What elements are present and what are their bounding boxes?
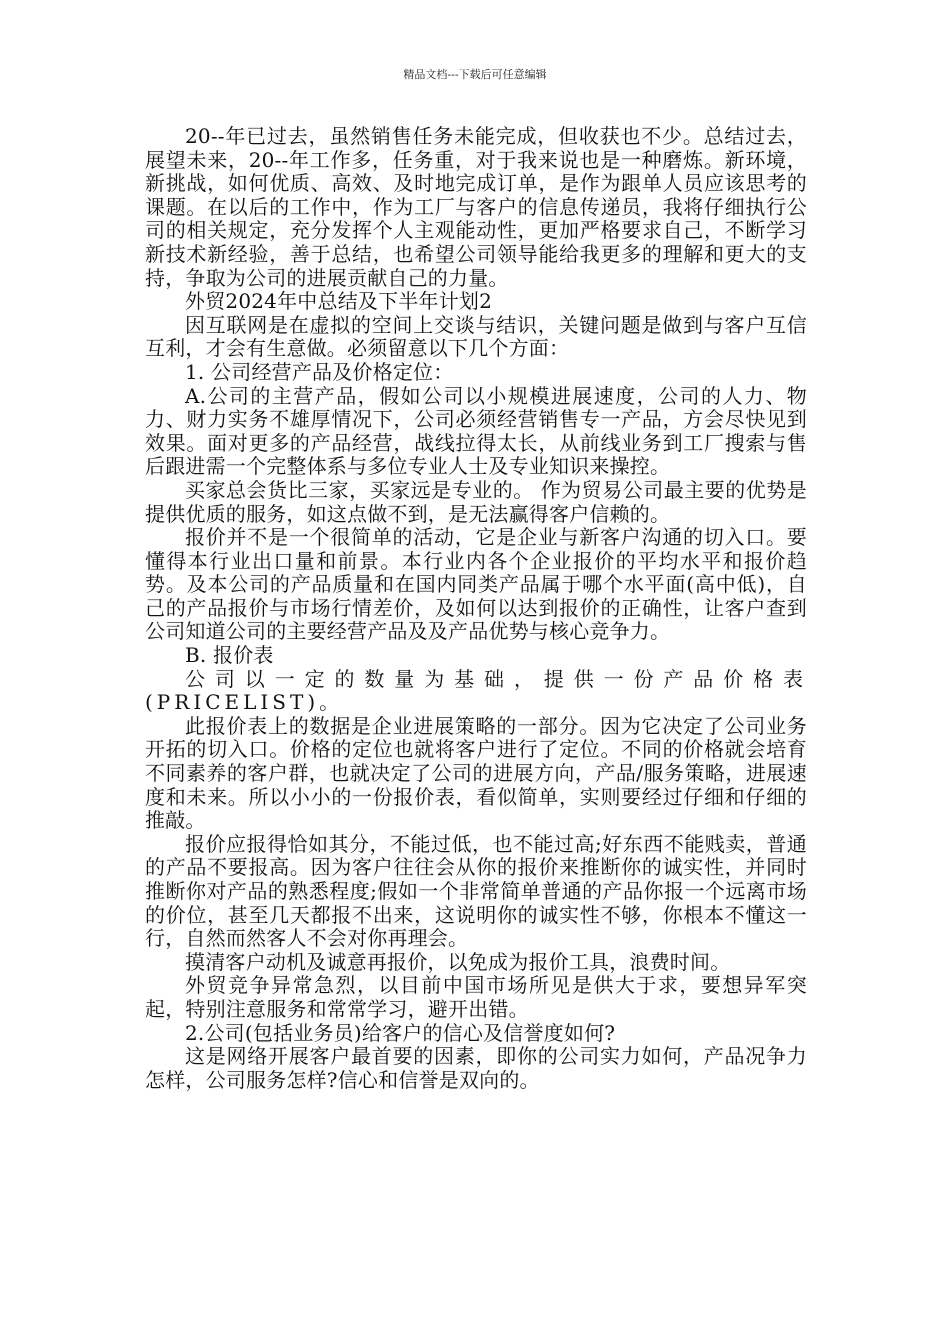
paragraph-summary: 20--年已过去，虽然销售任务未能完成，但收获也不少。总结过去，展望未来，20--年工作多，任务重，对于我来说也是一种磨炼。新环境，新挑战，如何优质、高效、及时地完成订单，是作为跟单人员应该思考的课题。在以后的工作中，作为工厂与客户的信息传递员，我将仔细执行公司的相关规定，充分发挥个人主观能动性，更加严格要求自己，不断学习新技术新经验，善于总结，也希望公司领导能给我更多的理解和更大的支持，争取为公司的进展贡献自己的力量。 [145, 124, 807, 290]
heading-b: B. 报价表 [185, 643, 274, 668]
paragraph-motive: 摸清客户动机及诚意再报价，以免成为报价工具，浪费时间。 [185, 949, 731, 974]
heading-2: 2.公司(包括业务员)给客户的信心及信誉度如何? [185, 1020, 616, 1045]
paragraph-intro: 因互联网是在虚拟的空间上交谈与结识，关键问题是做到与客户互信互利，才会有生意做。必须留意以下几个方面： [145, 312, 807, 361]
heading-1: 1. 公司经营产品及价格定位： [185, 359, 454, 384]
paragraph-buyers: 买家总会货比三家，买家远是专业的。 作为贸易公司最主要的优势是提供优质的服务，如这点做不到，是无法赢得客户信赖的。 [145, 477, 807, 526]
paragraph-pricelist-data: 此报价表上的数据是企业进展策略的一部分。因为它决定了公司业务开拓的切入口。价格的定位也就将客户进行了定位。不同的价格就会培育不同素养的客户群，也就决定了公司的进展方向，产品/服务策略，进展速度和未来。所以小小的一份报价表，看似简单，实则要经过仔细和仔细的推敲。 [145, 713, 807, 833]
paragraph-a: A.公司的主营产品，假如公司以小规模进展速度，公司的人力、物力、财力实务不雄厚情况下，公司必须经营销售专一产品，方会尽快见到效果。面对更多的产品经营，战线拉得太长，从前线业务到工厂搜索与售后跟进需一个完整体系与多位专业人士及专业知识来操控。 [145, 383, 807, 479]
paragraph-competition: 外贸竞争异常急烈，以目前中国市场所见是供大于求，要想异军突起，特别注意服务和常常学习，避开出错。 [145, 973, 807, 1021]
section-title: 外贸2024年中总结及下半年计划2 [185, 289, 493, 314]
paragraph-pricelist: 公司以一定的数量为基础，提供一份产品价格表(PRICELIST)。 [145, 666, 807, 715]
paragraph-trust: 这是网络开展客户最首要的因素，即你的公司实力如何，产品况争力怎样，公司服务怎样?信心和信誉是双向的。 [145, 1044, 807, 1092]
page-header: 精品文档---下载后可任意编辑 [403, 68, 547, 81]
paragraph-quote: 报价并不是一个很简单的活动，它是企业与新客户沟通的切入口。要懂得本行业出口量和前景。本行业内各个企业报价的平均水平和报价趋势。及本公司的产品质量和在国内同类产品属于哪个水平面(高中低)，自己的产品报价与市场行情差价，及如何以达到报价的正确性，让客户查到公司知道公司的主要经营产品及及产品优势与核心竞争力。 [145, 525, 807, 644]
paragraph-quote-level: 报价应报得恰如其分，不能过低，也不能过高;好东西不能贱卖，普通的产品不要报高。因为客户往往会从你的报价来推断你的诚实性，并同时推断你对产品的熟悉程度;假如一个非常简单普通的产品你报一个远离市场的价位，甚至几天都报不出来，这说明你的诚实性不够，你根本不懂这一行，自然而然客人不会对你再理会。 [145, 831, 807, 951]
document-body [145, 125, 807, 1092]
